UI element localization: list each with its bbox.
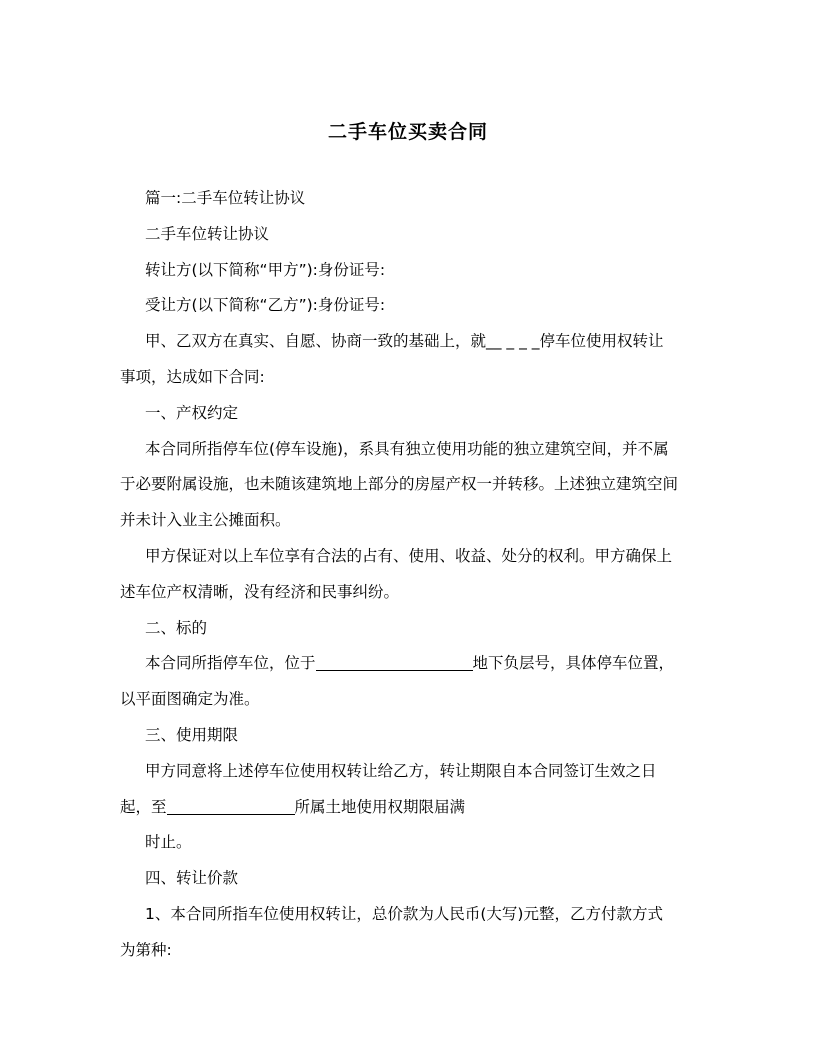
section-2-heading: 二、标的 [145,618,208,637]
term-blank-line [167,796,295,815]
section-1-p2-line-2: 述车位产权清晰，没有经济和民事纠纷。 [120,582,400,601]
section-2-p1-line-2: 以平面图确定为准。 [120,690,260,709]
section-heading: 篇一:二手车位转让协议 [145,189,306,207]
party-b-line: 受让方(以下简称“乙方”):身份证号: [145,296,386,315]
section-4-p1-line-2: 为第种: [120,940,172,959]
section-1-paragraph-2 [120,539,700,611]
section-4-heading: 四、转让价款 [145,869,239,888]
agreement-title: 二手车位转让协议 [145,224,270,243]
section-1-p1-line-2: 于必要附属设施，也未随该建筑地上部分的房屋产权一并转移。上述独立建筑空间 [120,475,679,494]
section-1-heading: 一、产权约定 [145,403,239,422]
document-title: 二手车位买卖合同 [327,121,488,143]
section-4-p1-line-1: 1、本合同所指车位使用权转让，总价款为人民币(大写)元整，乙方付款方式 [145,904,663,923]
party-a-line: 转让方(以下简称“甲方”):身份证号: [145,260,386,279]
section-3-text-after-blank: 所属土地使用权期限届满 [294,797,466,816]
section-3-text-before-blank: 起，至 [120,797,167,816]
section-3-heading: 三、使用期限 [145,725,239,744]
location-blank-line [316,652,473,671]
section-2-text-before-blank: 本合同所指停车位，位于 [145,654,316,673]
intro-paragraph [120,324,700,396]
intro-line-1: 甲、乙双方在真实、自愿、协商一致的基础上，就__ _ _ _停车位使用权转让 [145,332,664,351]
section-4-paragraph-1 [120,897,700,969]
section-2-paragraph-1 [120,646,700,718]
section-2-text-after-blank: 地下负层号，具体停车位置， [472,654,675,673]
section-3-p1-line-1: 甲方同意将上述停车位使用权转让给乙方，转让期限自本合同签订生效之日 [145,761,657,780]
section-1-p1-line-3: 并未计入业主公摊面积。 [120,511,291,530]
intro-line-2: 事项，达成如下合同: [120,367,265,386]
section-1-p1-line-1: 本合同所指停车位(停车设施)，系具有独立使用功能的独立建筑空间，并不属 [145,439,669,458]
section-3-p1-line-3: 时止。 [145,833,192,852]
document-body [120,181,700,969]
section-3-p1-line-2 [120,790,700,826]
section-1-p2-line-1: 甲方保证对以上车位享有合法的占有、使用、收益、处分的权利。甲方确保上 [145,546,673,565]
section-1-paragraph-1 [120,432,700,539]
section-2-p1-line-1 [120,646,700,682]
section-3-paragraph-1 [120,754,700,861]
